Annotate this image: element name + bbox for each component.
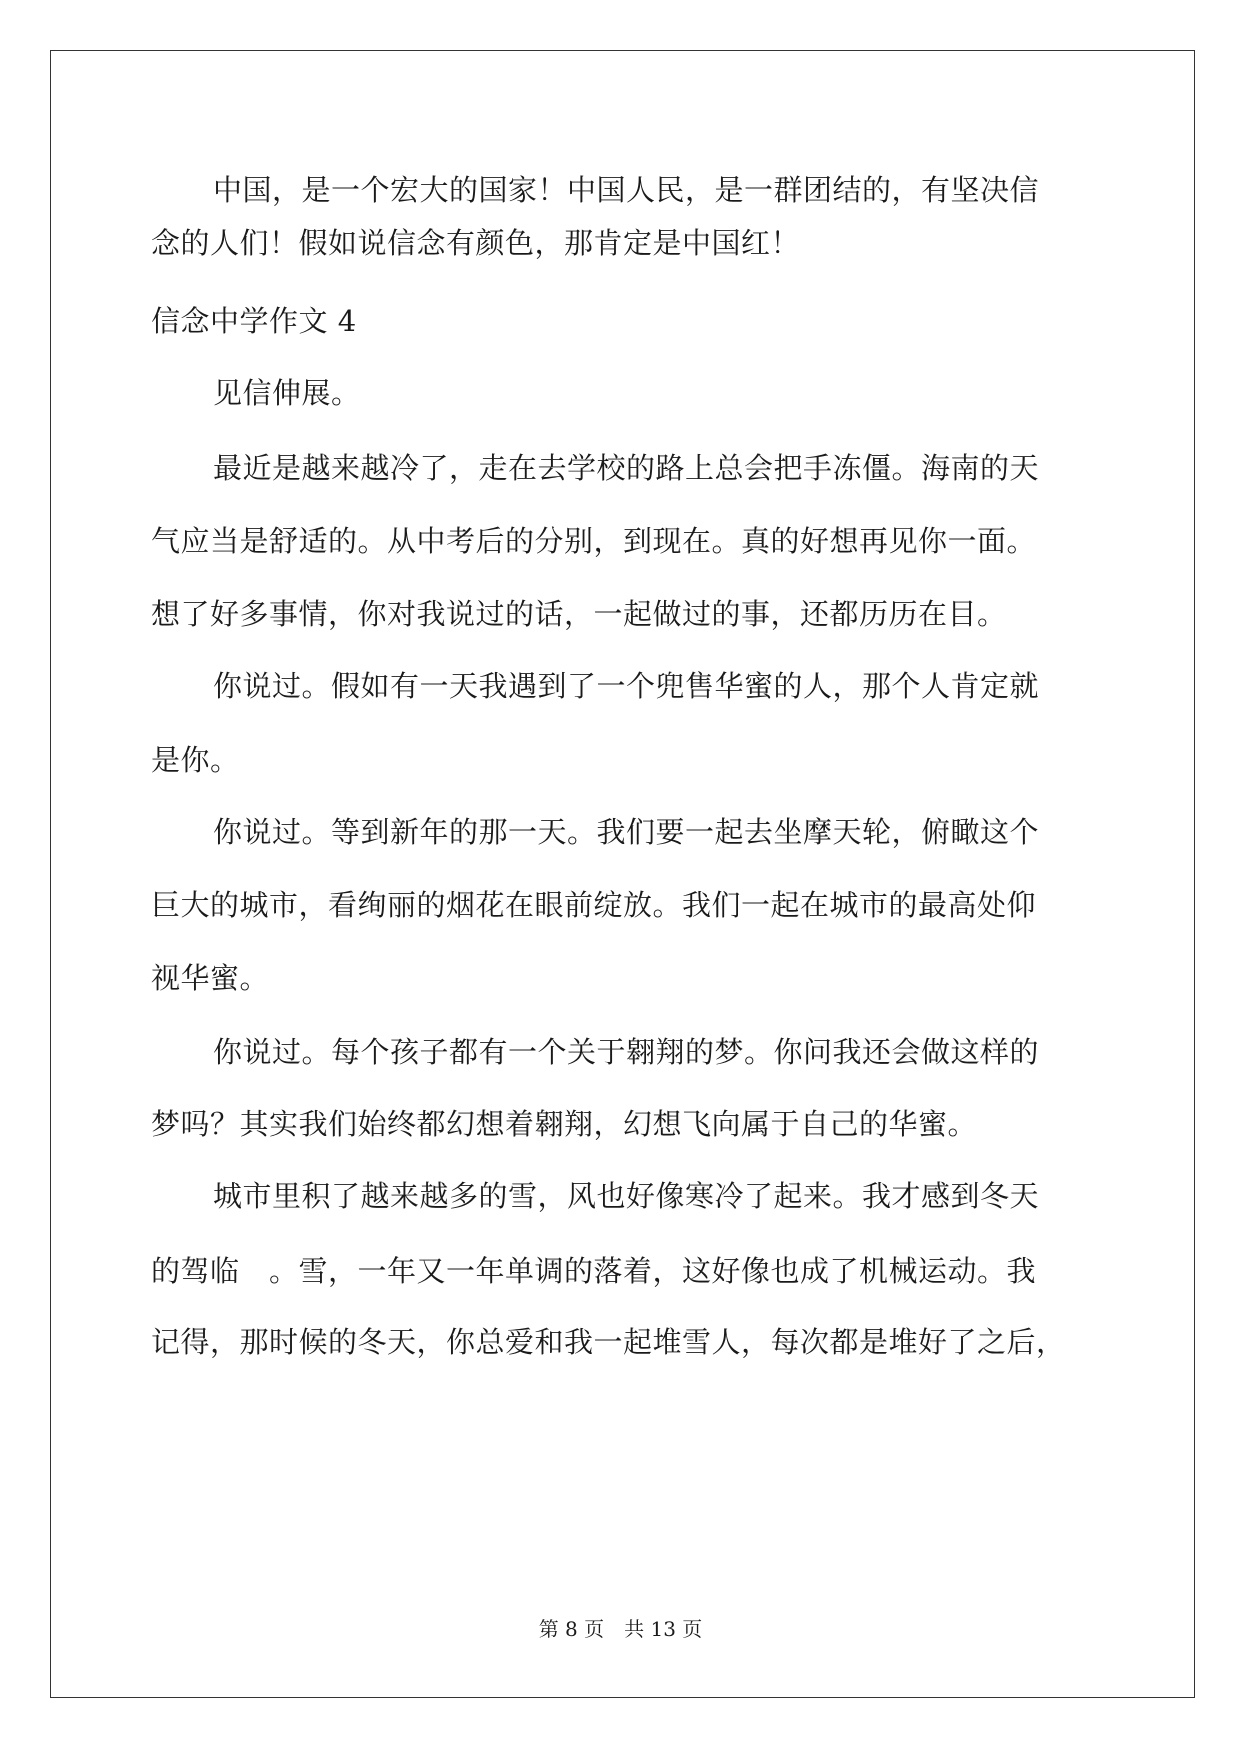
paragraph-line: 记得，那时候的冬天，你总爱和我一起堆雪人，每次都是堆好了之后，	[151, 1325, 1066, 1359]
paragraph-line: 见信伸展。	[213, 376, 361, 410]
section-heading: 信念中学作文 4	[151, 304, 357, 338]
page-number-footer: 第 8 页 共 13 页	[538, 1617, 703, 1641]
paragraph-line: 的驾临 。雪，一年又一年单调的落着，这好像也成了机械运动。我	[151, 1254, 1037, 1288]
paragraph-line: 你说过。假如有一天我遇到了一个兜售华蜜的人，那个人肯定就	[213, 669, 1040, 703]
paragraph-line: 城市里积了越来越多的雪，风也好像寒冷了起来。我才感到冬天	[213, 1179, 1040, 1213]
paragraph-line: 梦吗？其实我们始终都幻想着翱翔，幻想飞向属于自己的华蜜。	[151, 1107, 978, 1141]
paragraph-line: 视华蜜。	[151, 961, 270, 995]
page-border	[50, 50, 1195, 1698]
paragraph-line: 气应当是舒适的。从中考后的分别，到现在。真的好想再见你一面。	[151, 524, 1037, 558]
paragraph-line: 中国，是一个宏大的国家！中国人民，是一群团结的，有坚决信	[213, 173, 1040, 207]
paragraph-line: 是你。	[151, 743, 240, 777]
paragraph-line: 巨大的城市，看绚丽的烟花在眼前绽放。我们一起在城市的最高处仰	[151, 888, 1037, 922]
paragraph-line: 想了好多事情，你对我说过的话，一起做过的事，还都历历在目。	[151, 597, 1007, 631]
paragraph-line: 最近是越来越冷了，走在去学校的路上总会把手冻僵。海南的天	[213, 451, 1040, 485]
paragraph-line: 你说过。每个孩子都有一个关于翱翔的梦。你问我还会做这样的	[213, 1035, 1040, 1069]
paragraph-line: 念的人们！假如说信念有颜色，那肯定是中国红！	[151, 226, 801, 260]
paragraph-line: 你说过。等到新年的那一天。我们要一起去坐摩天轮，俯瞰这个	[213, 815, 1040, 849]
